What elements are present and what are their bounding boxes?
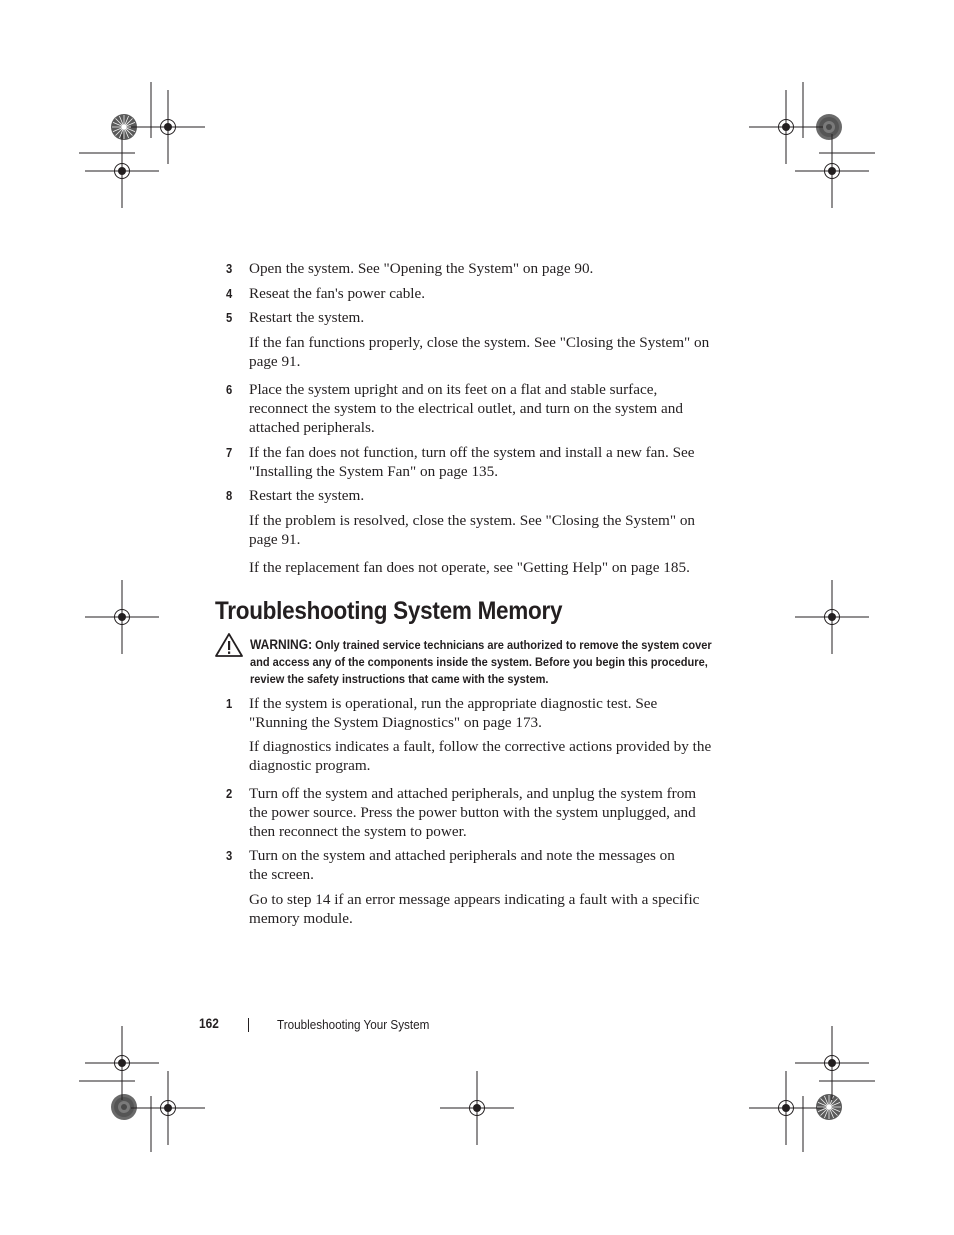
- step-number: 2: [226, 786, 233, 801]
- chapter-title: Troubleshooting Your System: [277, 1017, 430, 1032]
- warning-notice: [250, 636, 713, 688]
- step-number: 3: [226, 848, 233, 863]
- step-number: 3: [226, 261, 233, 276]
- warning-text: Only trained service technicians are authorized to remove the system cover and access any of the components inside the system. Before you begin this procedure, review the safety instructions that came with the system.: [250, 638, 712, 686]
- page-number: 162: [199, 1016, 219, 1031]
- step-number: 7: [226, 445, 233, 460]
- step-number: 6: [226, 382, 233, 397]
- section-heading: Troubleshooting System Memory: [215, 597, 563, 625]
- step-text: If the system is operational, run the appropriate diagnostic test. See "Running the System Diagnostics" on page 173.: [249, 695, 658, 731]
- note-text: If the fan functions properly, close the system. See "Closing the System" on page 91.: [249, 334, 710, 370]
- step-text: Turn off the system and attached peripherals, and unplug the system from the power source. Press the power button with the system unplugged, and then reconnect the system to power.: [249, 785, 697, 840]
- note-text: If the replacement fan does not operate, see "Getting Help" on page 185.: [249, 559, 690, 576]
- step-text: Reseat the fan's power cable.: [249, 285, 426, 302]
- step-text: Open the system. See "Opening the System" on page 90.: [249, 260, 594, 277]
- footer-separator: [248, 1018, 249, 1032]
- step-number: 4: [226, 286, 233, 301]
- step-text: If the fan does not function, turn off the system and install a new fan. See "Installing the System Fan" on page 135.: [249, 444, 695, 480]
- note-text: Go to step 14 if an error message appears indicating a fault with a specific memory module.: [249, 891, 700, 927]
- warning-label: WARNING:: [250, 637, 313, 652]
- step-number: 8: [226, 488, 233, 503]
- step-text: Restart the system.: [249, 309, 365, 326]
- step-number: 1: [226, 696, 233, 711]
- note-text: If diagnostics indicates a fault, follow the corrective actions provided by the diagnostic program.: [249, 738, 712, 774]
- warning-triangle-icon: [214, 632, 244, 658]
- step-text: Restart the system.: [249, 487, 365, 504]
- note-text: If the problem is resolved, close the system. See "Closing the System" on page 91.: [249, 512, 696, 548]
- step-number: 5: [226, 310, 233, 325]
- step-text: Place the system upright and on its feet on a flat and stable surface, reconnect the system to the electrical outlet, and turn on the system and attached peripherals.: [249, 381, 683, 436]
- step-text: Turn on the system and attached peripherals and note the messages on the screen.: [249, 847, 675, 883]
